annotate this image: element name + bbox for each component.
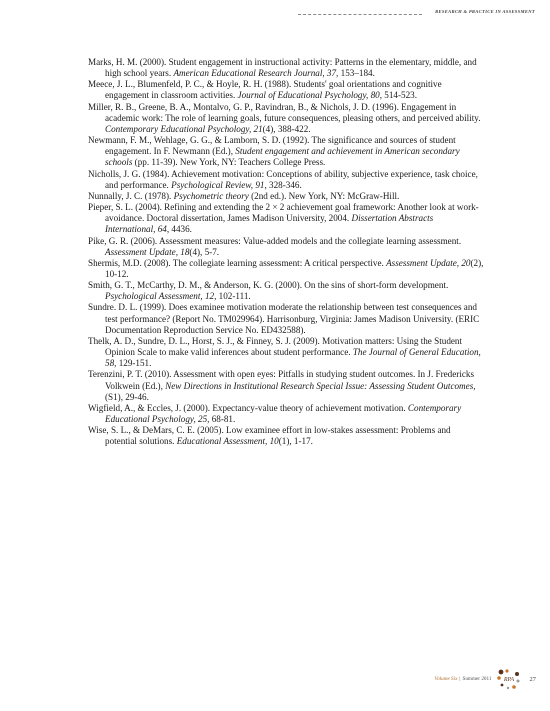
reference-entry: Thelk, A. D., Sundre, D. L., Horst, S. J., & Finney, S. J. (2009). Motivation matters: Using the Student Opinion Scale to make valid inferences about student performance. The Journal of General Education, 58, 129-151. — [88, 335, 481, 369]
reference-entry: Shermis, M.D. (2008). The collegiate learning assessment: A critical perspective. Assessment Update, 20(2), 10-12. — [88, 257, 484, 279]
rpa-logo-icon — [496, 668, 522, 690]
header-dashed-rule — [298, 14, 422, 15]
reference-entry: Meece, J. L., Blumenfeld, P. C., & Hoyle, R. H. (1988). Students' goal orientations and cognitive engagement in classroom activities. Journal of Educational Psychology, 80, 514-523. — [88, 79, 442, 101]
reference-entry: Newmann, F. M., Wehlage, G. G., & Lamborn, S. D. (1992). The significance and sources of student engagement. In F. Newmann (Ed.), Student engagement and achievement in American secondary schools (pp. 11-39). New York, NY: Teachers College Press. — [88, 135, 460, 168]
issue-label: Summer 2011 — [462, 676, 492, 682]
page-footer — [434, 668, 536, 690]
page-number: 27 — [529, 675, 536, 683]
reference-entry: Pike, G. R. (2006). Assessment measures: Value-added models and the collegiate learning assessment. Assessment Update, 18(4), 5-7. — [88, 235, 462, 257]
reference-entry: Marks, H. M. (2000). Student engagement in instructional activity: Patterns in the elementary, middle, and high school years. American Educational Research Journal, 37, 153–184. — [88, 57, 477, 79]
reference-entry: Nicholls, J. G. (1984). Achievement motivation: Conceptions of ability, subjective experience, task choice, and performance. Psychological Review, 91, 328-346. — [88, 168, 478, 190]
reference-entry: Wise, S. L., & DeMars, C. E. (2005). Low examinee effort in low-stakes assessment: Problems and potential solutions. Educational Assessment, 10(1), 1-17. — [88, 425, 451, 447]
footer-separator: | — [459, 676, 461, 682]
reference-list — [88, 57, 484, 447]
reference-entry: Smith, G. T., McCarthy, D. M., & Anderson, K. G. (2000). On the sins of short-form development. Psychological Assessment, 12, 102-111. — [88, 280, 449, 302]
reference-entry: Terenzini, P. T. (2010). Assessment with open eyes: Pitfalls in studying student outcomes. In J. Fredericks Volkwein (Ed.), New Directions in Institutional Research Special Issue: Assessing Student Outcomes, (S1), 29-46. — [88, 369, 476, 402]
reference-entry: Wigfield, A., & Eccles, J. (2000). Expectancy-value theory of achievement motivation. Contemporary Educational Psychology, 25, 68-81. — [88, 402, 462, 424]
reference-entry: Miller, R. B., Greene, B. A., Montalvo, G. P., Ravindran, B., & Nichols, J. D. (1996). Engagement in academic work: The role of learning goals, future consequences, pleasing others, and perceived ability. Contemporary Educational Psychology, 21(4), 388-422. — [88, 101, 481, 134]
logo-text: RPA — [503, 677, 514, 683]
reference-entry: Sundre. D. L. (1999). Does examinee motivation moderate the relationship between test consequences and test performance? (Report No. TM029964). Harrisonburg, Virginia: James Madison University. (ERIC Documentation Reproduction Service No. ED432588). — [88, 302, 480, 335]
reference-entry: Nunnally, J. C. (1978). Psychometric theory (2nd ed.). New York, NY: McGraw-Hill. — [88, 190, 400, 201]
volume-label: Volume Six — [434, 676, 458, 682]
reference-entry: Pieper, S. L. (2004). Refining and extending the 2 × 2 achievement goal framework: Another look at work-avoidance. Doctoral dissertation, James Madison University, 2004. Dissertation Abstracts International, 64, 4436. — [88, 202, 479, 235]
running-title: RESEARCH & PRACTICE IN ASSESSMENT — [435, 9, 535, 14]
